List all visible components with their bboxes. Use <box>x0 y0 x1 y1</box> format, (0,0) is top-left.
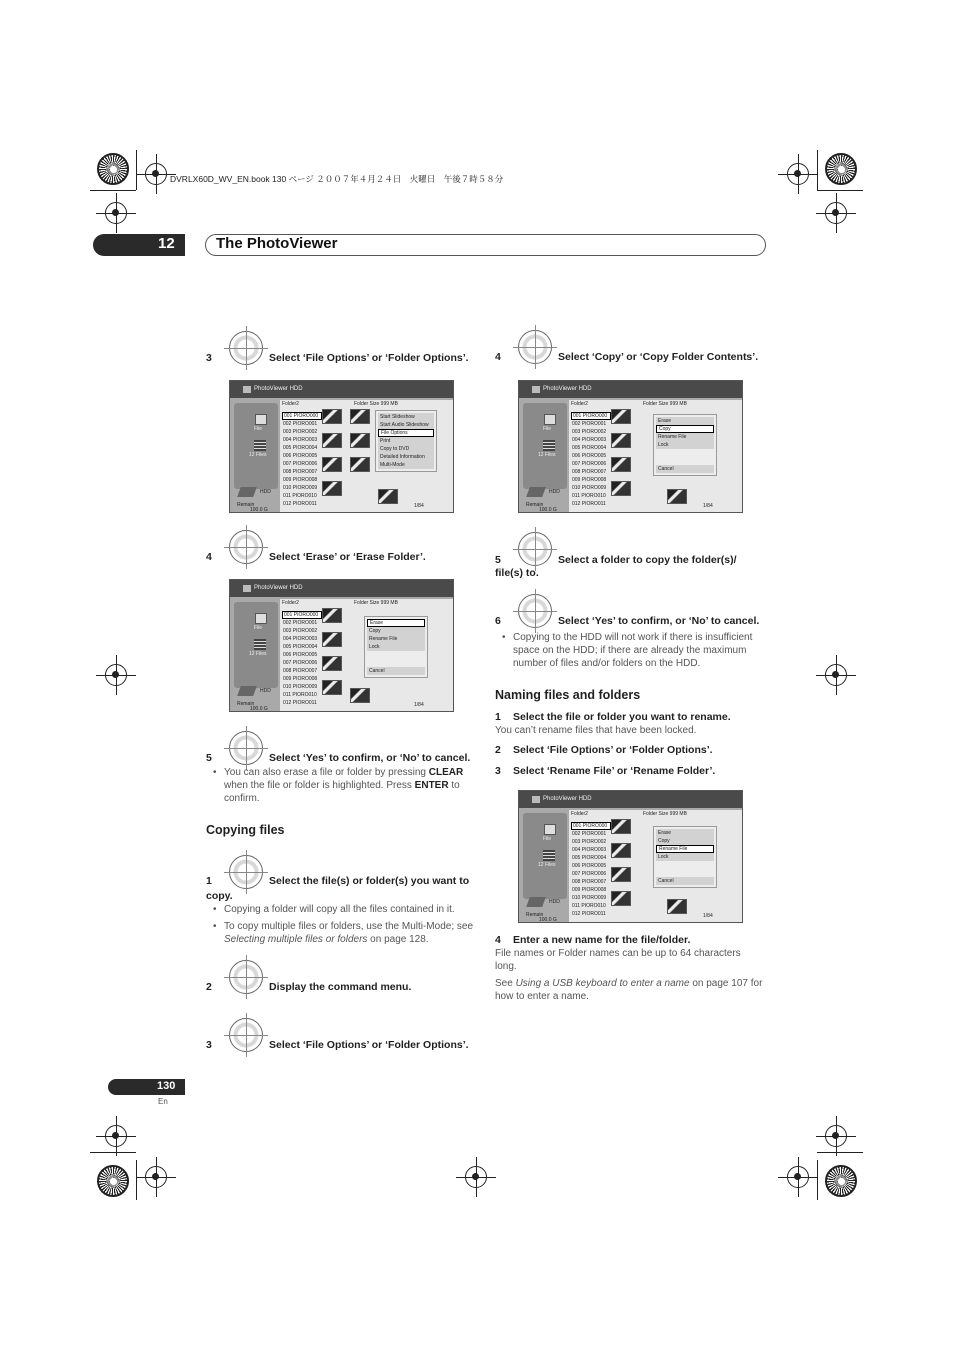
file-list-item[interactable]: 003 PIORO002 <box>283 628 318 634</box>
photo-thumbnail <box>611 409 631 424</box>
hdd-label: HDD <box>260 489 271 495</box>
file-list-item[interactable]: 004 PIORO003 <box>572 847 607 853</box>
file-list-item[interactable]: 001 PIORO000 <box>282 611 322 619</box>
step-number: 5 <box>495 554 501 566</box>
registration-star-bl <box>97 1165 129 1197</box>
menu-spacer <box>656 457 714 465</box>
file-list-item[interactable]: 011 PIORO010 <box>572 493 606 499</box>
photoviewer-screen-rename <box>518 790 743 923</box>
file-list-item[interactable]: 005 PIORO004 <box>572 855 607 861</box>
file-icon <box>255 414 267 425</box>
crop-mark <box>90 190 136 191</box>
file-list-item[interactable]: 010 PIORO009 <box>572 895 607 901</box>
file-list-item[interactable]: 012 PIORO011 <box>572 911 606 917</box>
file-list-item[interactable]: 007 PIORO006 <box>572 871 607 877</box>
file-list-item[interactable]: 006 PIORO005 <box>283 453 318 459</box>
step-number: 4 <box>206 551 212 563</box>
photo-thumbnail <box>322 608 342 623</box>
bullet-note: • Copying to the HDD will not work if there is insufficient space on the HDD; if there are already the maximum number of files and/or folders on the HDD. <box>513 631 769 670</box>
page-number: 130 <box>157 1080 176 1092</box>
registration-mark <box>825 202 847 224</box>
registration-mark <box>145 163 167 185</box>
enter-key: ENTER <box>414 780 449 791</box>
remote-dial-icon <box>229 731 263 765</box>
file-list-item[interactable]: 007 PIORO006 <box>283 660 318 666</box>
menu-item[interactable]: Cancel <box>367 667 425 675</box>
menu-item[interactable]: Start Audio Slideshow <box>378 421 434 429</box>
remain-value: 100.0 G <box>250 706 268 712</box>
file-list-item[interactable]: 011 PIORO010 <box>283 692 317 698</box>
bullet-note <box>224 920 478 946</box>
file-list-item[interactable]: 008 PIORO007 <box>283 668 318 674</box>
file-icon <box>255 613 267 624</box>
step-number: 4 <box>495 351 501 363</box>
menu-item[interactable]: Start Slideshow <box>378 413 434 421</box>
file-list-item[interactable]: 012 PIORO011 <box>283 501 317 507</box>
file-menu <box>653 414 717 476</box>
file-list-item[interactable]: 008 PIORO007 <box>283 469 318 475</box>
file-label: File <box>254 625 263 631</box>
file-list-item[interactable]: 008 PIORO007 <box>572 469 607 475</box>
file-list-item[interactable]: 001 PIORO000 <box>571 412 611 420</box>
remain-label: Remain <box>237 502 255 508</box>
menu-spacer <box>656 449 714 457</box>
file-list-item[interactable]: 006 PIORO005 <box>283 652 318 658</box>
menu-item[interactable]: Copy <box>367 627 425 635</box>
step-text: Select the file(s) or folder(s) you want to <box>269 875 470 887</box>
crop-mark <box>817 1160 818 1200</box>
file-list-item[interactable]: 005 PIORO004 <box>572 445 607 451</box>
photo-thumbnail <box>322 433 342 448</box>
file-list-item[interactable]: 007 PIORO006 <box>572 461 607 467</box>
photo-thumbnail <box>322 457 342 472</box>
remain-value: 100.0 G <box>539 507 557 513</box>
photo-thumbnail <box>378 489 398 504</box>
file-list-item[interactable]: 003 PIORO002 <box>283 429 318 435</box>
photoviewer-screen-erase <box>229 579 454 712</box>
file-list-item[interactable]: 008 PIORO007 <box>572 879 607 885</box>
photo-thumbnail <box>667 899 687 914</box>
photo-thumbnail <box>322 680 342 695</box>
crop-mark <box>817 190 863 191</box>
step-text: Select ‘Yes’ to confirm, or ‘No’ to cancel. <box>269 752 471 764</box>
photoviewer-screen-copy <box>518 380 743 513</box>
step-text: Select ‘File Options’ or ‘Folder Options’. <box>513 744 713 756</box>
file-list-item[interactable]: 005 PIORO004 <box>283 445 318 451</box>
registration-mark <box>465 1166 487 1188</box>
menu-item[interactable]: Rename File <box>656 845 714 853</box>
step-number: 3 <box>206 352 212 364</box>
folder-size: Folder Size 999 MB <box>643 811 687 817</box>
crop-mark <box>136 150 137 190</box>
menu-item[interactable]: Copy <box>656 837 714 845</box>
folder-name: Folder2 <box>571 401 588 407</box>
file-list-item[interactable]: 002 PIORO001 <box>572 421 607 427</box>
files-icon <box>254 639 266 650</box>
photo-thumbnail <box>350 409 370 424</box>
menu-item[interactable]: Rename File <box>656 433 714 441</box>
remote-dial-icon <box>229 855 263 889</box>
photo-thumbnail <box>611 867 631 882</box>
hdd-icon <box>237 487 257 497</box>
file-list-item[interactable]: 006 PIORO005 <box>572 453 607 459</box>
file-list-item[interactable]: 007 PIORO006 <box>283 461 318 467</box>
cross-reference: Selecting multiple files or folders <box>224 934 368 945</box>
file-menu <box>653 826 717 888</box>
menu-item[interactable]: Copy to DVD <box>378 445 434 453</box>
menu-item[interactable]: Detailed Information <box>378 453 434 461</box>
menu-item[interactable]: Erase <box>656 829 714 837</box>
folder-size: Folder Size 999 MB <box>354 401 398 407</box>
file-list-item[interactable]: 001 PIORO000 <box>282 412 322 420</box>
step-text: Select ‘File Options’ or ‘Folder Options’. <box>269 352 469 364</box>
registration-mark <box>787 1166 809 1188</box>
note-text: See <box>495 978 516 989</box>
note-text: To copy multiple files or folders, use the Multi-Mode; see <box>224 921 473 932</box>
file-list-item[interactable]: 004 PIORO003 <box>283 636 318 642</box>
remain-value: 100.0 G <box>539 917 557 923</box>
remain-label: Remain <box>237 701 255 707</box>
menu-item[interactable]: Lock <box>656 853 714 861</box>
photo-thumbnail <box>611 819 631 834</box>
photo-thumbnail <box>350 457 370 472</box>
remote-dial-icon <box>229 530 263 564</box>
registration-mark <box>825 1125 847 1147</box>
see-reference <box>495 977 765 1003</box>
photo-thumbnail <box>322 656 342 671</box>
registration-mark <box>825 664 847 686</box>
photo-thumbnail <box>667 489 687 504</box>
step-text: Select ‘Erase’ or ‘Erase Folder’. <box>269 551 426 563</box>
step-number: 3 <box>206 1039 212 1051</box>
remote-dial-icon <box>229 331 263 365</box>
file-list-item[interactable]: 006 PIORO005 <box>572 863 607 869</box>
photo-thumbnail <box>322 481 342 496</box>
registration-mark <box>787 163 809 185</box>
registration-mark <box>105 664 127 686</box>
files-icon <box>543 850 555 861</box>
step-text: Select ‘Rename File’ or ‘Rename Folder’. <box>513 765 716 777</box>
file-list-item[interactable]: 010 PIORO009 <box>283 485 318 491</box>
photo-thumbnail <box>611 891 631 906</box>
screen-title: PhotoViewer HDD <box>230 580 453 597</box>
file-label: File <box>543 836 552 842</box>
step-number: 1 <box>206 875 212 887</box>
file-list <box>571 412 611 508</box>
registration-star-br <box>825 1165 857 1197</box>
file-list-item[interactable]: 003 PIORO002 <box>572 839 607 845</box>
registration-mark <box>105 202 127 224</box>
remote-dial-icon <box>518 594 552 628</box>
step-body: File names or Folder names can be up to 64 characters long. <box>495 948 741 972</box>
options-menu <box>375 410 437 472</box>
photo-thumbnail <box>322 632 342 647</box>
bullet-note <box>224 766 476 805</box>
file-list-item[interactable]: 009 PIORO008 <box>283 477 318 483</box>
remain-label: Remain <box>526 502 544 508</box>
remain-label: Remain <box>526 912 544 918</box>
step-number: 4 <box>495 934 501 946</box>
step-text-continued: file(s) to. <box>495 567 539 579</box>
file-list <box>571 822 611 918</box>
file-list-item[interactable]: 004 PIORO003 <box>283 437 318 443</box>
folder-name: Folder2 <box>571 811 588 817</box>
note-text: to confirm. <box>224 780 460 804</box>
page-indicator: 1/84 <box>703 913 713 919</box>
step-text: Select a folder to copy the folder(s)/ <box>558 554 737 566</box>
hdd-icon <box>237 686 257 696</box>
step-number: 6 <box>495 615 501 627</box>
page-indicator: 1/84 <box>414 503 424 509</box>
file-count: 12 Files <box>249 651 267 657</box>
photo-thumbnail <box>611 433 631 448</box>
registration-star-tr <box>825 153 857 185</box>
file-count: 12 Files <box>538 862 556 868</box>
photo-thumbnail <box>322 409 342 424</box>
note-text: on page 107 for how to enter a name. <box>495 978 763 1002</box>
step-text: Display the command menu. <box>269 981 412 993</box>
step-number: 1 <box>495 711 501 723</box>
files-icon <box>254 440 266 451</box>
folder-size: Folder Size 999 MB <box>354 600 398 606</box>
photo-thumbnail <box>611 481 631 496</box>
photo-thumbnail <box>611 457 631 472</box>
file-list <box>282 412 322 508</box>
section-heading-copying: Copying files <box>206 823 285 837</box>
file-list-item[interactable]: 002 PIORO001 <box>283 421 318 427</box>
file-list-item[interactable]: 009 PIORO008 <box>572 887 607 893</box>
crop-mark <box>817 150 818 190</box>
file-list-item[interactable]: 003 PIORO002 <box>572 429 607 435</box>
hdd-icon <box>526 897 546 907</box>
photo-thumbnail <box>350 433 370 448</box>
file-list-item[interactable]: 010 PIORO009 <box>283 684 318 690</box>
file-list-item[interactable]: 012 PIORO011 <box>572 501 606 507</box>
menu-item[interactable]: Erase <box>367 619 425 627</box>
menu-spacer <box>367 651 425 659</box>
step-text: Select the file or folder you want to rename. <box>513 711 731 723</box>
file-list-item[interactable]: 011 PIORO010 <box>283 493 317 499</box>
folder-size: Folder Size 999 MB <box>643 401 687 407</box>
cross-reference: Using a USB keyboard to enter a name <box>515 978 690 989</box>
page-indicator: 1/84 <box>703 503 713 509</box>
screen-title: PhotoViewer HDD <box>230 381 453 398</box>
step-text: Enter a new name for the file/folder. <box>513 934 691 946</box>
file-icon <box>544 824 556 835</box>
file-menu <box>364 616 428 678</box>
hdd-label: HDD <box>549 899 560 905</box>
file-count: 12 Files <box>249 452 267 458</box>
menu-item[interactable]: Rename File <box>367 635 425 643</box>
step-text-continued: copy. <box>206 890 233 902</box>
file-list-item[interactable]: 001 PIORO000 <box>571 822 611 830</box>
registration-star-tl <box>97 153 129 185</box>
menu-item[interactable]: Copy <box>656 425 714 433</box>
crop-mark <box>90 1152 136 1153</box>
file-label: File <box>543 426 552 432</box>
file-icon <box>544 414 556 425</box>
remain-value: 100.0 G <box>250 507 268 513</box>
language-code: En <box>158 1097 168 1106</box>
screen-title: PhotoViewer HDD <box>519 381 742 398</box>
step-text: Select ‘Copy’ or ‘Copy Folder Contents’. <box>558 351 759 363</box>
page-indicator: 1/84 <box>414 702 424 708</box>
files-icon <box>543 440 555 451</box>
file-list-item[interactable]: 009 PIORO008 <box>283 676 318 682</box>
remote-dial-icon <box>518 532 552 566</box>
screen-title: PhotoViewer HDD <box>519 791 742 808</box>
file-list-item[interactable]: 004 PIORO003 <box>572 437 607 443</box>
menu-item[interactable]: Cancel <box>656 877 714 885</box>
step-text: Select ‘Yes’ to confirm, or ‘No’ to cancel. <box>558 615 760 627</box>
bullet-note: • Copying a folder will copy all the files contained in it. <box>224 903 480 916</box>
crop-mark <box>817 1152 863 1153</box>
file-list-item[interactable]: 011 PIORO010 <box>572 903 606 909</box>
registration-mark <box>145 1166 167 1188</box>
file-count: 12 Files <box>538 452 556 458</box>
step-number: 5 <box>206 752 212 764</box>
hdd-icon <box>526 487 546 497</box>
menu-item[interactable]: Erase <box>656 417 714 425</box>
photo-thumbnail <box>350 688 370 703</box>
file-list-item[interactable]: 010 PIORO009 <box>572 485 607 491</box>
step-text: Select ‘File Options’ or ‘Folder Options’. <box>269 1039 469 1051</box>
menu-spacer <box>367 659 425 667</box>
crop-mark <box>136 1160 137 1200</box>
menu-item[interactable]: Cancel <box>656 465 714 473</box>
remote-dial-icon <box>518 330 552 364</box>
menu-item[interactable]: Print <box>378 437 434 445</box>
remote-dial-icon <box>229 960 263 994</box>
step-number: 2 <box>206 981 212 993</box>
menu-item[interactable]: Lock <box>367 643 425 651</box>
print-header-line: DVRLX60D_WV_EN.book 130 ページ ２００７年４月２４日 火曜日 午後７時５８分 <box>170 174 504 184</box>
remote-dial-icon <box>229 1018 263 1052</box>
photo-thumbnail <box>611 843 631 858</box>
folder-name: Folder2 <box>282 600 299 606</box>
hdd-label: HDD <box>549 489 560 495</box>
file-list-item[interactable]: 005 PIORO004 <box>283 644 318 650</box>
step-number: 2 <box>495 744 501 756</box>
photoviewer-screen-options <box>229 380 454 513</box>
menu-spacer <box>656 869 714 877</box>
note-text: You can also erase a file or folder by pressing <box>224 767 429 778</box>
file-list-item[interactable]: 002 PIORO001 <box>572 831 607 837</box>
file-list-item[interactable]: 009 PIORO008 <box>572 477 607 483</box>
file-label: File <box>254 426 263 432</box>
clear-key: CLEAR <box>428 767 464 778</box>
note-text: on page 128. <box>367 934 429 945</box>
menu-item[interactable]: Lock <box>656 441 714 449</box>
menu-item[interactable]: File Options <box>378 429 434 437</box>
menu-spacer <box>656 861 714 869</box>
folder-name: Folder2 <box>282 401 299 407</box>
chapter-title: The PhotoViewer <box>216 235 338 252</box>
step-number: 3 <box>495 765 501 777</box>
section-heading-naming: Naming files and folders <box>495 688 641 702</box>
chapter-number: 12 <box>158 235 175 252</box>
registration-mark <box>105 1125 127 1147</box>
menu-item[interactable]: Multi-Mode <box>378 461 434 469</box>
file-list <box>282 611 322 707</box>
step-body: You can’t rename files that have been locked. <box>495 725 697 736</box>
hdd-label: HDD <box>260 688 271 694</box>
file-list-item[interactable]: 012 PIORO011 <box>283 700 317 706</box>
note-text: when the file or folder is highlighted. Press <box>224 780 415 791</box>
file-list-item[interactable]: 002 PIORO001 <box>283 620 318 626</box>
